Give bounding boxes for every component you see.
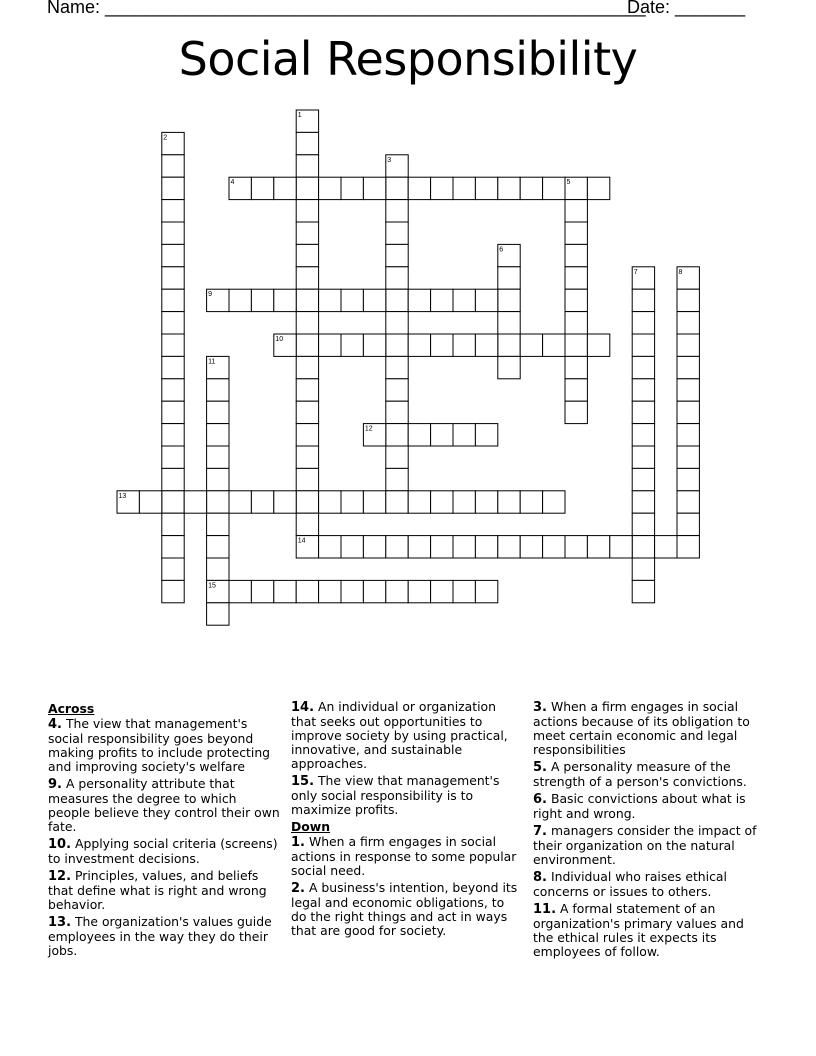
- clue-number: 1.: [291, 835, 305, 850]
- grid-cell[interactable]: [296, 132, 318, 154]
- grid-cell[interactable]: [296, 200, 318, 222]
- clue-text: Principles, values, and beliefs that define what is right and wrong behavior.: [48, 868, 267, 912]
- clue-number: 2.: [291, 881, 305, 896]
- grid-cell[interactable]: [296, 267, 318, 289]
- grid-cell[interactable]: [475, 289, 497, 311]
- clue-across-10: [48, 837, 280, 866]
- grid-cell[interactable]: [274, 580, 296, 602]
- clue-number: 6.: [533, 792, 547, 807]
- clue-column-2: [291, 700, 523, 941]
- clue-number-label: 15: [208, 582, 216, 590]
- clue-text: The view that management's social responsibility goes beyond making profits to include protecting and improving society's welfare: [48, 716, 271, 774]
- grid-cell[interactable]: [632, 491, 654, 513]
- grid-cell[interactable]: [363, 580, 385, 602]
- clue-text: The view that management's only social responsibility is to maximize profits.: [291, 773, 500, 817]
- grid-cell[interactable]: [677, 491, 699, 513]
- grid-cell[interactable]: [632, 379, 654, 401]
- grid-cell[interactable]: [386, 222, 408, 244]
- grid-cell[interactable]: [386, 334, 408, 356]
- clue-number: 10.: [48, 837, 72, 852]
- grid-cell[interactable]: [296, 468, 318, 490]
- grid-cell[interactable]: [162, 513, 184, 535]
- clue-text: Applying social criteria (screens) to investment decisions.: [48, 836, 278, 866]
- grid-cell[interactable]: [386, 267, 408, 289]
- grid-cell[interactable]: [565, 334, 587, 356]
- grid-cell[interactable]: [296, 401, 318, 423]
- grid-cell[interactable]: [296, 491, 318, 513]
- clue-number: 11.: [533, 902, 557, 917]
- clue-across-15: [291, 774, 523, 817]
- clue-number-label: 5: [566, 179, 571, 187]
- grid-cell[interactable]: [296, 289, 318, 311]
- clue-column-1: [48, 700, 280, 961]
- grid-cell[interactable]: [296, 356, 318, 378]
- grid-cell[interactable]: [386, 468, 408, 490]
- grid-cell[interactable]: [386, 379, 408, 401]
- grid-cell[interactable]: [162, 536, 184, 558]
- grid-cell[interactable]: [251, 177, 273, 199]
- grid-cell[interactable]: [386, 401, 408, 423]
- grid-cell[interactable]: [341, 177, 363, 199]
- clue-across-12: [48, 869, 280, 912]
- grid-cell[interactable]: [207, 424, 229, 446]
- grid-cell[interactable]: [543, 177, 565, 199]
- grid-cell[interactable]: [565, 356, 587, 378]
- clue-number-label: 3: [387, 156, 392, 164]
- clue-number: 8.: [533, 870, 547, 885]
- grid-cell[interactable]: [319, 580, 341, 602]
- grid-cell[interactable]: [475, 491, 497, 513]
- clue-number-label: 8: [678, 268, 683, 276]
- grid-cell[interactable]: [386, 200, 408, 222]
- grid-cell[interactable]: [498, 177, 520, 199]
- clue-text: managers consider the impact of their organization on the natural environment.: [533, 823, 757, 867]
- grid-cell[interactable]: [632, 468, 654, 490]
- grid-cell[interactable]: [453, 177, 475, 199]
- clue-number-label: 6: [499, 246, 504, 254]
- grid-cell[interactable]: [677, 468, 699, 490]
- clue-text: A personality attribute that measures the degree to which people believe they control their own fate.: [48, 776, 280, 834]
- grid-cell[interactable]: [162, 558, 184, 580]
- grid-cell[interactable]: [498, 312, 520, 334]
- grid-cell[interactable]: [319, 334, 341, 356]
- grid-cell[interactable]: [431, 580, 453, 602]
- grid-cell[interactable]: [677, 334, 699, 356]
- grid-cell[interactable]: [162, 222, 184, 244]
- grid-cell[interactable]: [363, 536, 385, 558]
- grid-cell[interactable]: [207, 446, 229, 468]
- grid-cell[interactable]: [296, 580, 318, 602]
- clue-text: A personality measure of the strength of a person's convictions.: [533, 759, 747, 789]
- grid-cell[interactable]: [386, 424, 408, 446]
- grid-cell[interactable]: [543, 491, 565, 513]
- grid-cell[interactable]: [162, 200, 184, 222]
- grid-cell[interactable]: [408, 536, 430, 558]
- grid-cell[interactable]: [296, 424, 318, 446]
- grid-cell[interactable]: [632, 289, 654, 311]
- clue-number-label: 14: [297, 537, 306, 545]
- grid-cell[interactable]: [408, 334, 430, 356]
- grid-cell[interactable]: [162, 244, 184, 266]
- grid-cell[interactable]: [296, 446, 318, 468]
- grid-cell[interactable]: [162, 468, 184, 490]
- grid-cell[interactable]: [139, 491, 161, 513]
- grid-cell[interactable]: [207, 468, 229, 490]
- clue-column-3: [533, 700, 765, 962]
- grid-cell[interactable]: [475, 536, 497, 558]
- grid-cell[interactable]: [431, 491, 453, 513]
- clue-text: A formal statement of an organization's primary values and the ethical rules it expects its employees of follow.: [533, 901, 744, 959]
- grid-cell[interactable]: [386, 289, 408, 311]
- clue-number: 13.: [48, 915, 72, 930]
- clue-number-label: 4: [230, 179, 235, 187]
- grid-cell[interactable]: [386, 356, 408, 378]
- clue-number: 5.: [533, 760, 547, 775]
- page-title: Social Responsibility: [178, 32, 638, 86]
- grid-cell[interactable]: [543, 536, 565, 558]
- grid-cell[interactable]: [386, 177, 408, 199]
- grid-cell[interactable]: [632, 334, 654, 356]
- grid-cell[interactable]: [408, 289, 430, 311]
- grid-cell[interactable]: [162, 424, 184, 446]
- clue-across-9: [48, 777, 280, 834]
- grid-cell[interactable]: [565, 244, 587, 266]
- clue-text: An individual or organization that seeks out opportunities to improve society by using practical, innovative, and sustainable approaches.: [291, 699, 508, 771]
- clue-number-label: 11: [208, 358, 216, 366]
- clue-number: 15.: [291, 774, 315, 789]
- grid-cell[interactable]: [162, 580, 184, 602]
- grid-cell[interactable]: [184, 491, 206, 513]
- grid-cell[interactable]: [632, 312, 654, 334]
- grid-cell[interactable]: [587, 334, 609, 356]
- grid-cell[interactable]: [632, 580, 654, 602]
- grid-cell[interactable]: [274, 177, 296, 199]
- grid-cell[interactable]: [341, 289, 363, 311]
- clue-number: 7.: [533, 824, 547, 839]
- grid-cell[interactable]: [431, 289, 453, 311]
- grid-cell[interactable]: [363, 177, 385, 199]
- grid-cell[interactable]: [632, 356, 654, 378]
- across-heading: Across: [48, 701, 95, 716]
- grid-cell[interactable]: [251, 491, 273, 513]
- clue-down-7: [533, 824, 765, 867]
- grid-cell[interactable]: [565, 289, 587, 311]
- grid-cell[interactable]: [363, 334, 385, 356]
- grid-cell[interactable]: [453, 334, 475, 356]
- grid-cell[interactable]: [296, 155, 318, 177]
- grid-cell[interactable]: [251, 580, 273, 602]
- grid-cell[interactable]: [386, 580, 408, 602]
- grid-cell[interactable]: [431, 334, 453, 356]
- grid-cell[interactable]: [207, 513, 229, 535]
- grid-cell[interactable]: [677, 401, 699, 423]
- grid-cell[interactable]: [274, 491, 296, 513]
- grid-cell[interactable]: [632, 446, 654, 468]
- grid-cell[interactable]: [386, 446, 408, 468]
- grid-cell[interactable]: [565, 222, 587, 244]
- grid-cell[interactable]: [587, 536, 609, 558]
- clue-number-label: 13: [118, 492, 127, 500]
- grid-cell[interactable]: [274, 289, 296, 311]
- grid-cell[interactable]: [229, 289, 251, 311]
- grid-cell[interactable]: [565, 401, 587, 423]
- grid-cell[interactable]: [453, 424, 475, 446]
- grid-cell[interactable]: [475, 580, 497, 602]
- grid-cell[interactable]: [520, 491, 542, 513]
- grid-cell[interactable]: [341, 580, 363, 602]
- grid-cell[interactable]: [162, 177, 184, 199]
- grid-cell[interactable]: [296, 334, 318, 356]
- clue-number: 9.: [48, 777, 62, 792]
- grid-cell[interactable]: [632, 558, 654, 580]
- grid-cell[interactable]: [296, 312, 318, 334]
- grid-cell[interactable]: [162, 446, 184, 468]
- clue-down-5: [533, 760, 765, 789]
- grid-cell[interactable]: [565, 379, 587, 401]
- grid-cell[interactable]: [677, 289, 699, 311]
- grid-cell[interactable]: [207, 536, 229, 558]
- grid-cell[interactable]: [565, 536, 587, 558]
- grid-cell[interactable]: [453, 580, 475, 602]
- grid-cell[interactable]: [431, 536, 453, 558]
- grid-cell[interactable]: [655, 536, 677, 558]
- clue-text: When a firm engages in social actions in response to some popular social need.: [291, 834, 517, 878]
- grid-cell[interactable]: [363, 491, 385, 513]
- grid-cell[interactable]: [565, 312, 587, 334]
- grid-cell[interactable]: [386, 244, 408, 266]
- grid-cell[interactable]: [498, 356, 520, 378]
- grid-cell[interactable]: [229, 491, 251, 513]
- grid-cell[interactable]: [162, 356, 184, 378]
- grid-cell[interactable]: [229, 580, 251, 602]
- grid-cell[interactable]: [162, 155, 184, 177]
- grid-cell[interactable]: [319, 536, 341, 558]
- grid-cell[interactable]: [363, 289, 385, 311]
- grid-cell[interactable]: [386, 536, 408, 558]
- grid-cell[interactable]: [296, 379, 318, 401]
- down-heading: Down: [291, 819, 331, 834]
- grid-cell[interactable]: [296, 513, 318, 535]
- grid-cell[interactable]: [632, 401, 654, 423]
- grid-cell[interactable]: [207, 603, 229, 625]
- grid-cell[interactable]: [475, 334, 497, 356]
- grid-cell[interactable]: [386, 491, 408, 513]
- grid-cell[interactable]: [677, 312, 699, 334]
- name-field[interactable]: Name: ______________________________________________________: [47, 0, 646, 17]
- grid-cell[interactable]: [453, 536, 475, 558]
- grid-cell[interactable]: [341, 334, 363, 356]
- grid-cell[interactable]: [162, 401, 184, 423]
- clue-down-6: [533, 792, 765, 821]
- grid-cell[interactable]: [520, 177, 542, 199]
- clue-number-label: 7: [633, 268, 638, 276]
- clue-number-label: 9: [208, 291, 213, 299]
- grid-cell[interactable]: [251, 289, 273, 311]
- clue-down-8: [533, 870, 765, 899]
- clue-number: 4.: [48, 717, 62, 732]
- grid-cell[interactable]: [565, 200, 587, 222]
- grid-cell[interactable]: [341, 491, 363, 513]
- grid-cell[interactable]: [296, 244, 318, 266]
- grid-cell[interactable]: [677, 379, 699, 401]
- grid-cell[interactable]: [162, 491, 184, 513]
- grid-cell[interactable]: [453, 289, 475, 311]
- grid-cell[interactable]: [475, 177, 497, 199]
- clue-number: 14.: [291, 700, 315, 715]
- grid-cell[interactable]: [408, 580, 430, 602]
- grid-cell[interactable]: [610, 536, 632, 558]
- grid-cell[interactable]: [520, 536, 542, 558]
- grid-cell[interactable]: [296, 177, 318, 199]
- grid-cell[interactable]: [162, 312, 184, 334]
- grid-cell[interactable]: [319, 177, 341, 199]
- clue-down-1: [291, 835, 523, 878]
- grid-cell[interactable]: [162, 334, 184, 356]
- clue-down-3: [533, 700, 765, 757]
- grid-cell[interactable]: [475, 424, 497, 446]
- clue-across-13: [48, 915, 280, 958]
- clue-text: The organization's values guide employees in the way they do their jobs.: [48, 914, 272, 958]
- clue-number-label: 2: [163, 134, 168, 142]
- clue-text: Individual who raises ethical concerns or issues to others.: [533, 869, 727, 899]
- grid-cell[interactable]: [677, 424, 699, 446]
- date-field[interactable]: Date: _______: [627, 0, 746, 17]
- grid-cell[interactable]: [207, 558, 229, 580]
- clue-number-label: 10: [275, 336, 284, 343]
- clue-down-11: [533, 902, 765, 959]
- grid-cell[interactable]: [431, 424, 453, 446]
- clue-text: Basic convictions about what is right and wrong.: [533, 791, 746, 821]
- clue-across-14: [291, 700, 523, 771]
- grid-cell[interactable]: [498, 491, 520, 513]
- grid-cell[interactable]: [319, 289, 341, 311]
- grid-cell[interactable]: [677, 536, 699, 558]
- grid-cell[interactable]: [341, 536, 363, 558]
- grid-cell[interactable]: [677, 356, 699, 378]
- grid-cell[interactable]: [498, 289, 520, 311]
- grid-cell[interactable]: [207, 491, 229, 513]
- grid-cell[interactable]: [386, 312, 408, 334]
- grid-cell[interactable]: [408, 424, 430, 446]
- grid-cell[interactable]: [207, 379, 229, 401]
- grid-cell[interactable]: [162, 289, 184, 311]
- grid-cell[interactable]: [408, 177, 430, 199]
- grid-cell[interactable]: [632, 513, 654, 535]
- grid-cell[interactable]: [498, 334, 520, 356]
- grid-cell[interactable]: [632, 424, 654, 446]
- clue-number-label: 1: [297, 112, 302, 119]
- grid-cell[interactable]: [587, 177, 609, 199]
- clue-number-label: 12: [364, 425, 373, 433]
- grid-cell[interactable]: [543, 334, 565, 356]
- grid-cell[interactable]: [162, 267, 184, 289]
- grid-cell[interactable]: [677, 513, 699, 535]
- grid-cell[interactable]: [408, 491, 430, 513]
- grid-cell[interactable]: [565, 267, 587, 289]
- grid-cell[interactable]: [207, 401, 229, 423]
- clue-down-2: [291, 881, 523, 938]
- grid-cell[interactable]: [162, 379, 184, 401]
- clue-across-4: [48, 717, 280, 774]
- grid-cell[interactable]: [296, 222, 318, 244]
- grid-cell[interactable]: [431, 177, 453, 199]
- clue-number: 12.: [48, 869, 72, 884]
- clue-text: When a firm engages in social actions because of its obligation to meet certain economic and legal responsibilities: [533, 699, 750, 757]
- clue-text: A business's intention, beyond its legal and economic obligations, to do the right things and act in ways that are good for society.: [291, 880, 518, 938]
- grid-cell[interactable]: [520, 334, 542, 356]
- grid-cell[interactable]: [632, 536, 654, 558]
- grid-cell[interactable]: [677, 446, 699, 468]
- grid-cell[interactable]: [498, 267, 520, 289]
- clue-number: 3.: [533, 700, 547, 715]
- grid-cell[interactable]: [498, 536, 520, 558]
- grid-cell[interactable]: [453, 491, 475, 513]
- grid-cell[interactable]: [319, 491, 341, 513]
